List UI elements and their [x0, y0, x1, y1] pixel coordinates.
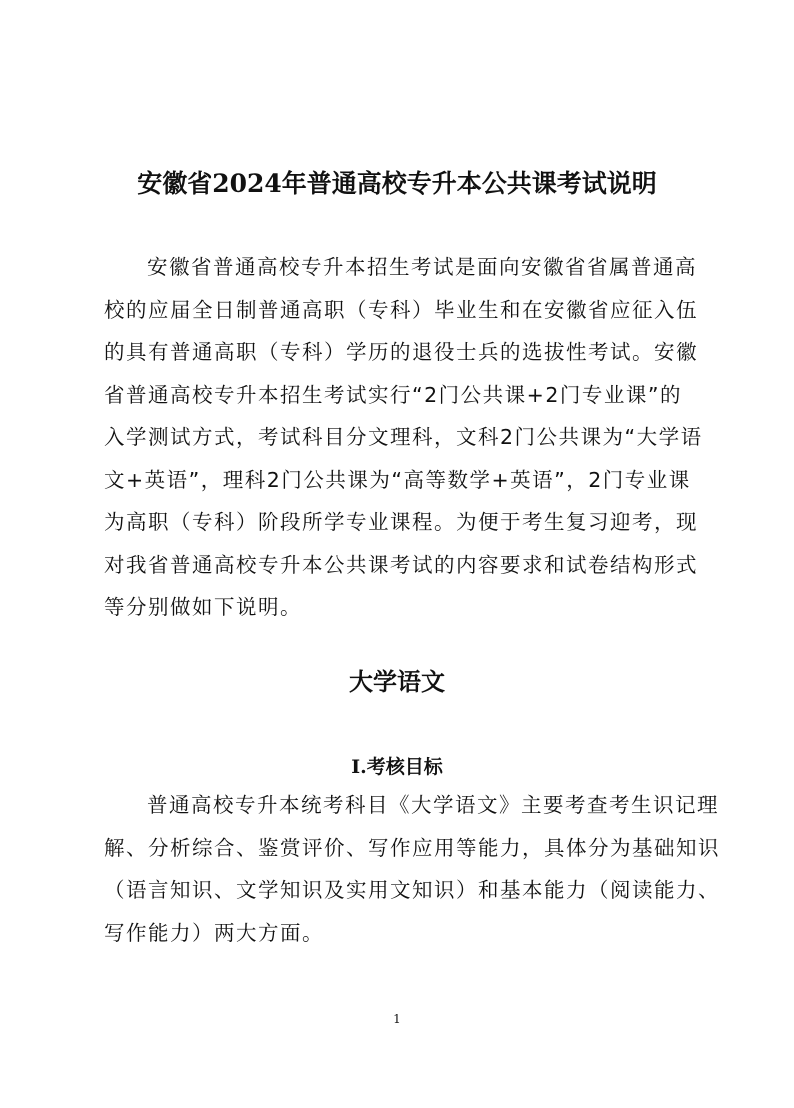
intro-line: 校的应届全日制普通高职（专科）毕业生和在安徽省应征入伍 — [104, 297, 698, 322]
intro-line: 安徽省普通高校专升本招生考试是面向安徽省省属普通高 — [147, 255, 697, 279]
objective-line: 普通高校专升本统考科目《大学语文》主要考查考生识记理 — [147, 793, 719, 817]
section-heading: 大学语文 — [349, 667, 445, 696]
intro-line: 入学测试方式，考试科目分文理科，文科2门公共课为“大学语 — [104, 425, 703, 449]
objective-line: 写作能力）两大方面。 — [104, 920, 324, 945]
intro-line: 对我省普通高校专升本公共课考试的内容要求和试卷结构形式 — [104, 552, 698, 577]
intro-paragraph — [104, 246, 704, 629]
document-title: 安徽省2024年普通高校专升本公共课考试说明 — [137, 169, 657, 198]
objective-line: （语言知识、文学知识及实用文知识）和基本能力（阅读能力、 — [104, 878, 720, 902]
intro-line: 的具有普通高职（专科）学历的退役士兵的选拔性考试。安徽 — [104, 340, 698, 364]
intro-line: 为高职（专科）阶段所学专业课程。为便于考生复习迎考，现 — [104, 510, 698, 534]
intro-line: 等分别做如下说明。 — [104, 595, 302, 619]
sub-heading: I.考核目标 — [351, 756, 443, 778]
intro-line: 文+英语”，理科2门公共课为“高等数学+英语”，2门专业课 — [104, 467, 691, 492]
objective-paragraph — [104, 784, 720, 954]
intro-line: 省普通高校专升本招生考试实行“2门公共课+2门专业课”的 — [104, 382, 683, 407]
objective-line: 解、分析综合、鉴赏评价、写作应用等能力，具体分为基础知识 — [104, 835, 720, 860]
page-number: 1 — [393, 1012, 401, 1026]
